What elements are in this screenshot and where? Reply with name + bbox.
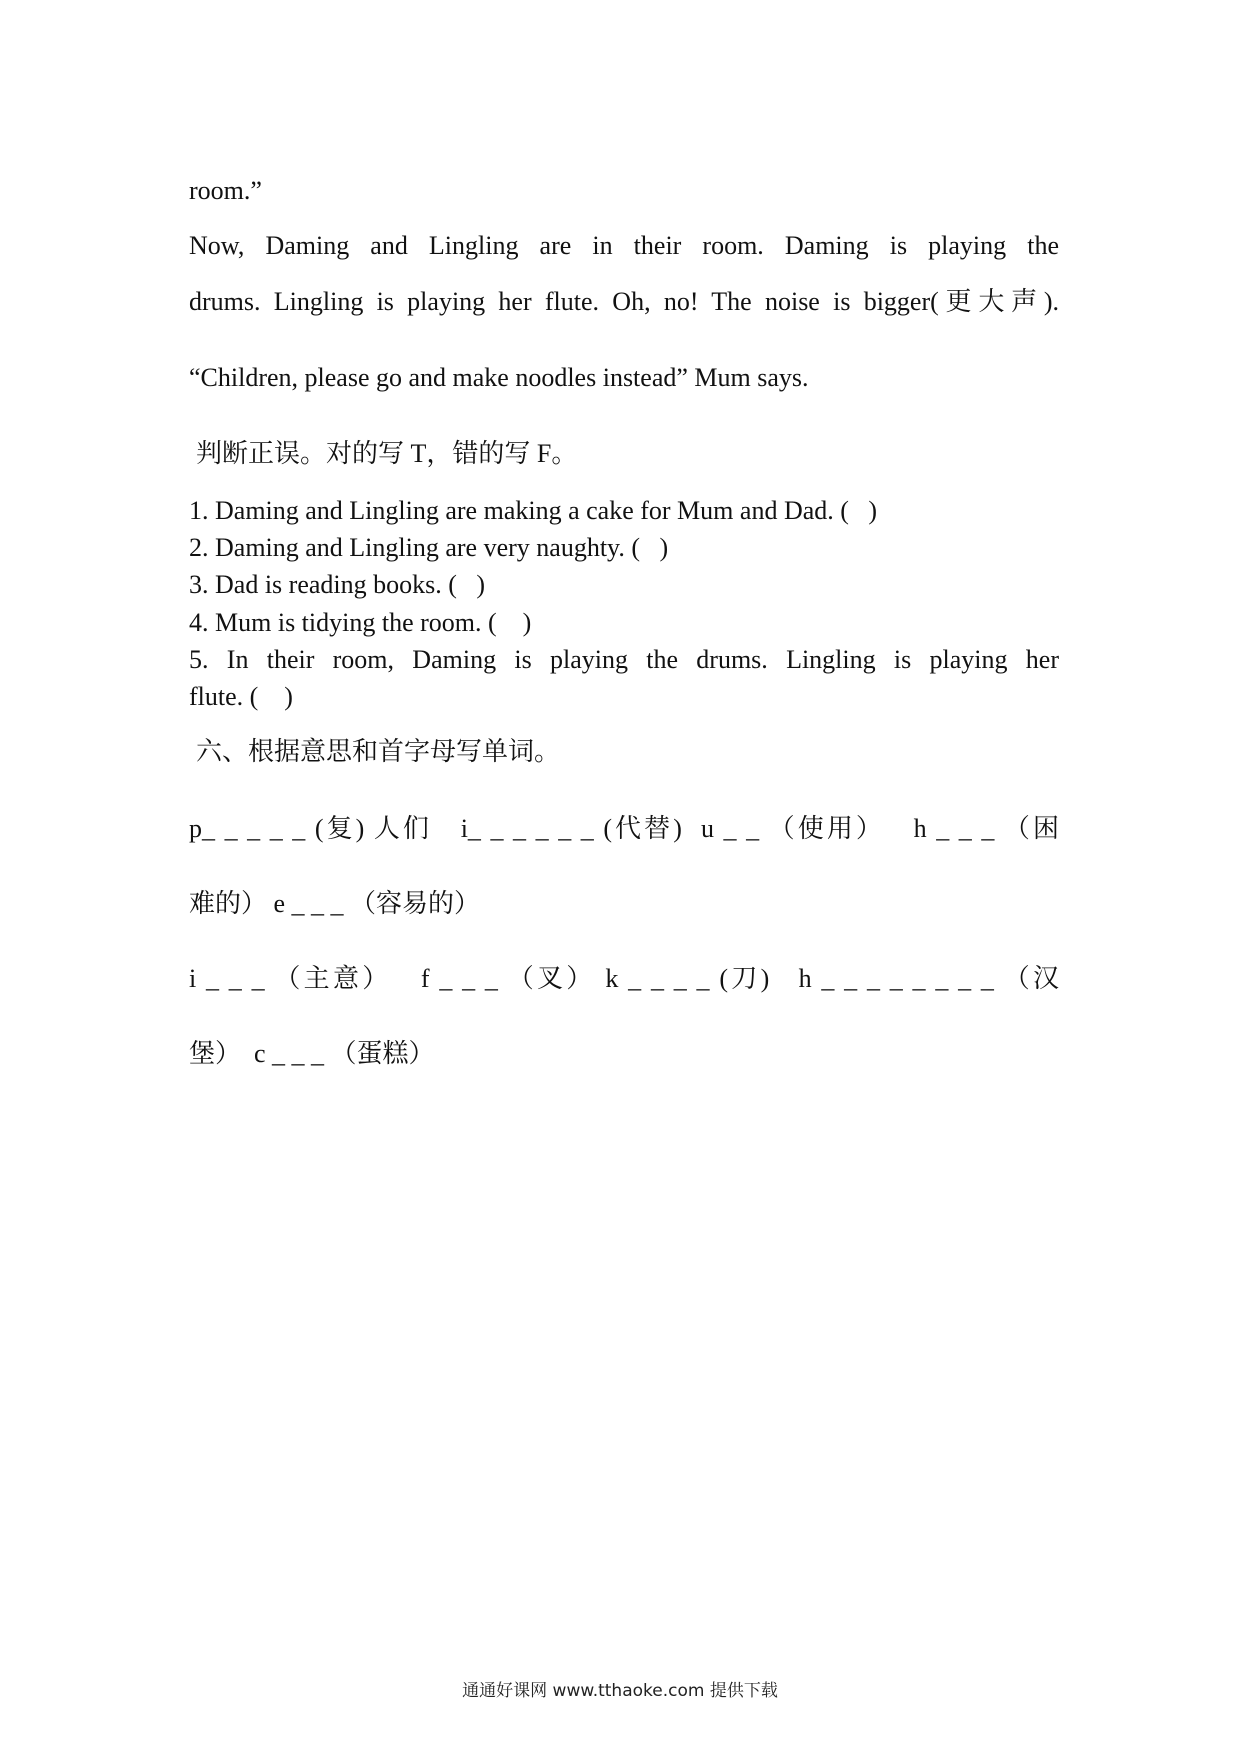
passage-line-2: Now, Daming and Lingling are in their room. Daming is playing the [189, 231, 1059, 260]
question-item-2: 2. Daming and Lingling are very naughty. ( ) [189, 533, 669, 562]
question-item-3: 3. Dad is reading books. ( ) [189, 570, 486, 599]
page-footer: 通通好课网 www.tthaoke.com 提供下载 [462, 1681, 778, 1701]
word-fill-line-1: p_ _ _ _ _ (复) 人们 i_ _ _ _ _ _ (代替) u _ _ （使用） h _ _ _ （困 [189, 814, 1059, 843]
question-item-4: 4. Mum is tidying the room. ( ) [189, 608, 532, 637]
passage-line-3: drums. Lingling is playing her flute. Oh, no! The noise is bigger(更大声). [189, 287, 1059, 316]
question-item-5-continued: flute. ( ) [189, 682, 293, 711]
section-six-heading: 六、根据意思和首字母写单词。 [196, 737, 561, 766]
passage-line-4: “Children, please go and make noodles instead” Mum says. [189, 363, 809, 392]
question-item-1: 1. Daming and Lingling are making a cake for Mum and Dad. ( ) [189, 496, 878, 525]
question-item-5: 5. In their room, Daming is playing the drums. Lingling is playing her [189, 645, 1059, 674]
word-fill-line-4: 堡） c _ _ _ （蛋糕） [189, 1039, 435, 1068]
word-fill-line-2: 难的） e _ _ _ （容易的） [189, 889, 481, 918]
word-fill-line-3: i _ _ _ （主意） f _ _ _ （叉） k _ _ _ _ (刀) h _ _ _ _ _ _ _ _ （汉 [189, 964, 1059, 993]
true-false-instruction: 判断正误。对的写 T，错的写 F。 [196, 439, 578, 468]
passage-line-1: room.” [189, 176, 262, 205]
